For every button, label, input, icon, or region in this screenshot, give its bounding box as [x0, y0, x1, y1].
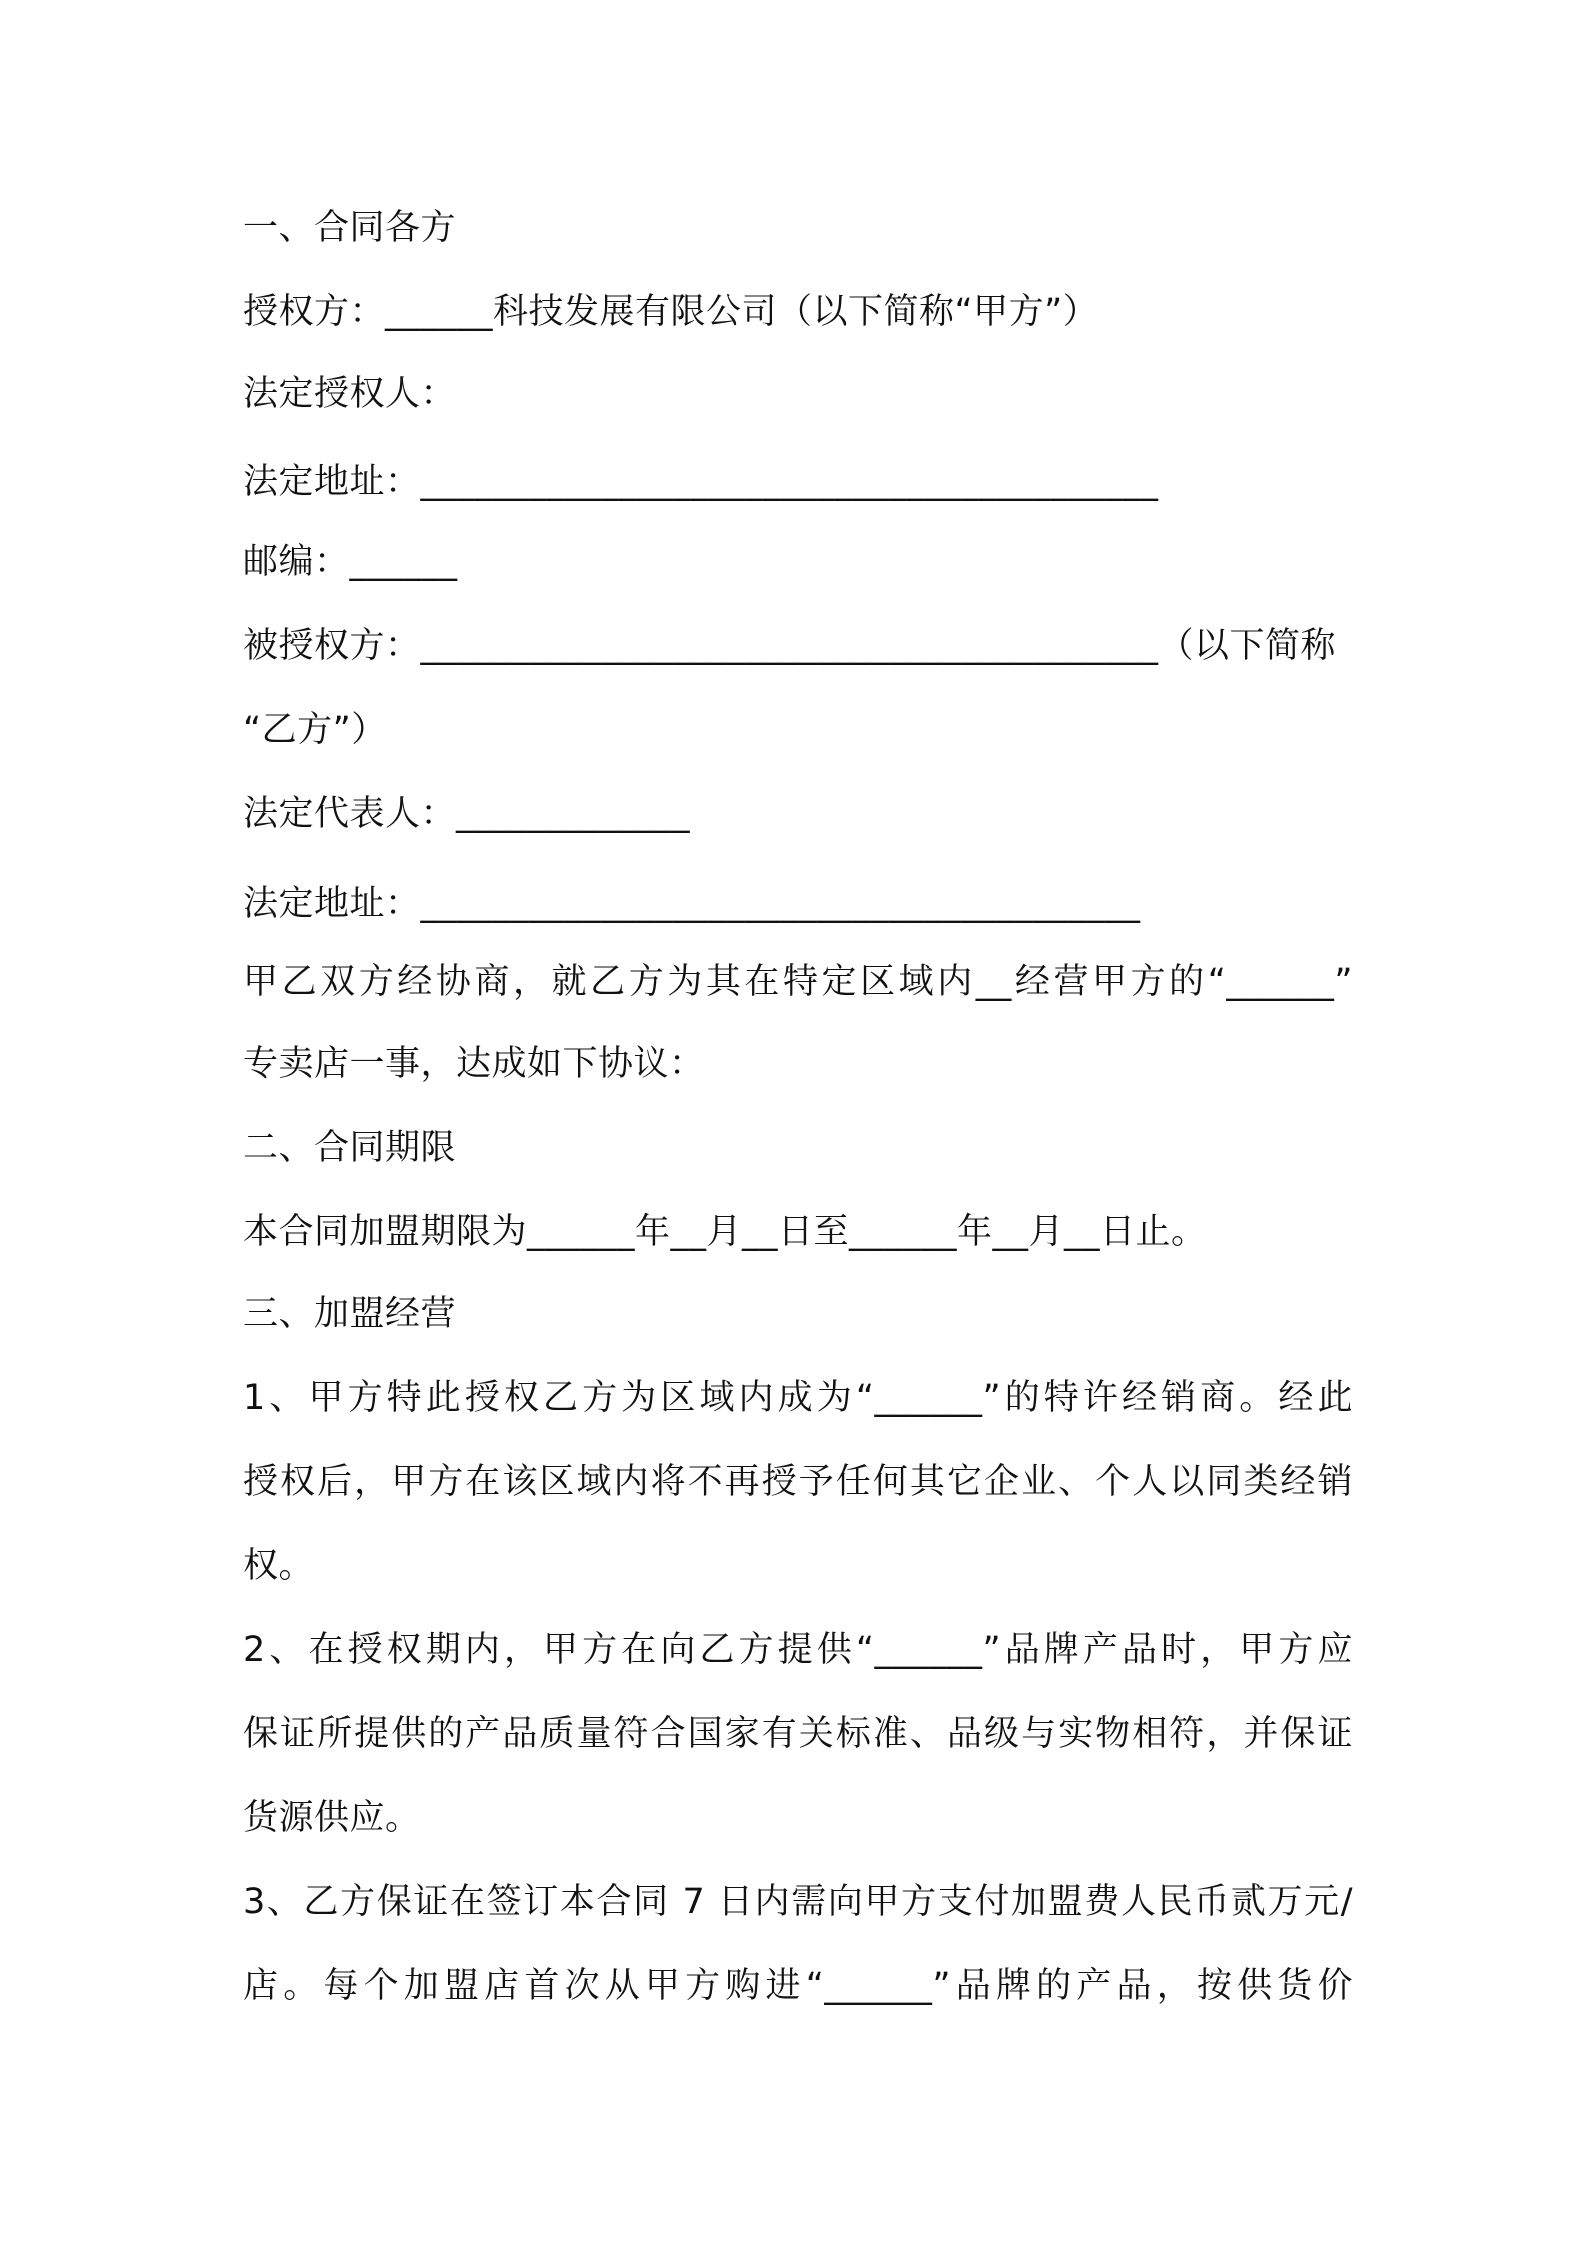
document-page	[243, 0, 1353, 2244]
clause-2-line-2: 保证所提供的产品质量符合国家有关标准、品级与实物相符，并保证	[243, 1714, 1353, 1754]
licensor-authorized-person-line: 法定授权人：	[243, 374, 457, 414]
agreement-intro-line: 甲乙双方经协商，就乙方为其在特定区域内__经营甲方的“______”	[243, 962, 1353, 1002]
licensee-representative-line: 法定代表人：_____________	[243, 794, 691, 834]
licensee-line: 被授权方：_________________________________________（以下简称	[243, 626, 1337, 666]
section-heading-franchise: 三、加盟经营	[243, 1294, 457, 1334]
clause-1-line-3: 权。	[243, 1546, 315, 1586]
clause-2-line-3: 货源供应。	[243, 1798, 421, 1838]
clause-1-line-2: 授权后，甲方在该区域内将不再授予任何其它企业、个人以同类经销	[243, 1462, 1353, 1502]
clause-1-line-1: 1、甲方特此授权乙方为区域内成为“______”的特许经销商。经此	[243, 1378, 1353, 1418]
term-line: 本合同加盟期限为______年__月__日至______年__月__日止。	[243, 1212, 1207, 1252]
clause-3-line-1: 3、乙方保证在签订本合同 7 日内需向甲方支付加盟费人民币贰万元/	[243, 1882, 1353, 1922]
section-heading-parties: 一、合同各方	[243, 208, 457, 248]
agreement-intro-continued-line: 专卖店一事，达成如下协议：	[243, 1044, 705, 1084]
licensee-address-line: 法定地址：________________________________________	[243, 884, 1141, 924]
section-heading-term: 二、合同期限	[243, 1128, 457, 1168]
licensee-alias-line: “乙方”）	[243, 710, 387, 750]
licensor-address-line: 法定地址：_________________________________________	[243, 462, 1159, 502]
licensor-line: 授权方：______科技发展有限公司（以下简称“甲方”）	[243, 292, 1099, 332]
clause-2-line-1: 2、在授权期内，甲方在向乙方提供“______”品牌产品时，甲方应	[243, 1630, 1353, 1670]
postal-code-line: 邮编：______	[243, 542, 458, 582]
clause-3-line-2: 店。每个加盟店首次从甲方购进“______”品牌的产品，按供货价	[243, 1966, 1353, 2006]
